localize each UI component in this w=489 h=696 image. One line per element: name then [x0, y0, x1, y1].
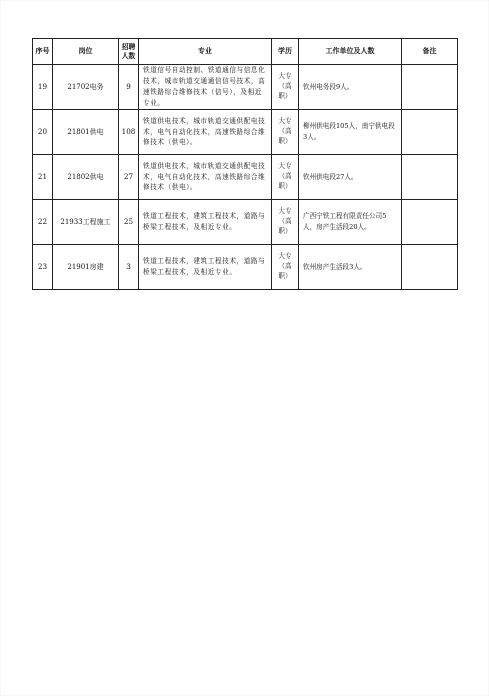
edu-line: （高 — [278, 127, 292, 136]
cell-major: 铁道供电技术，城市轨道交通供配电技术，电气自动化技术，高速铁路综合维修技术（供电）。 — [139, 110, 272, 155]
cell-unit: 钦州电务段9人。 — [299, 65, 402, 110]
edu-line: （高 — [278, 217, 292, 226]
header-unit: 工作单位及人数 — [299, 39, 402, 65]
cell-major: 铁道供电技术，城市轨道交通供配电技术，电气自动化技术，高速铁路综合维修技术（供电）。 — [139, 155, 272, 200]
edu-line: 职） — [278, 136, 292, 145]
header-note: 备注 — [402, 39, 458, 65]
cell-count: 3 — [119, 245, 139, 290]
cell-note — [402, 200, 458, 245]
cell-edu — [272, 200, 299, 245]
edu-line: 职） — [278, 181, 292, 190]
cell-edu — [272, 65, 299, 110]
edu-line: 大专 — [278, 72, 292, 81]
cell-count: 108 — [119, 110, 139, 155]
cell-unit: 钦州房产生活段3人。 — [299, 245, 402, 290]
cell-no: 23 — [33, 245, 53, 290]
edu-line: （高 — [278, 82, 292, 91]
header-no: 序号 — [33, 39, 53, 65]
cell-post: 21933工程施工 — [53, 200, 119, 245]
table-body — [33, 65, 458, 290]
header-edu: 学历 — [272, 39, 299, 65]
cell-post: 21901房建 — [53, 245, 119, 290]
cell-note — [402, 155, 458, 200]
edu-line: （高 — [278, 172, 292, 181]
cell-post: 21802供电 — [53, 155, 119, 200]
cell-count: 9 — [119, 65, 139, 110]
cell-unit: 广西宁铁工程有限责任公司5人，房产生活段20人。 — [299, 200, 402, 245]
table-row — [33, 155, 458, 200]
edu-line: 职） — [278, 271, 292, 280]
edu-line: （高 — [278, 262, 292, 271]
cell-edu — [272, 110, 299, 155]
cell-no: 22 — [33, 200, 53, 245]
header-major: 专业 — [139, 39, 272, 65]
edu-line: 大专 — [278, 117, 292, 126]
recruitment-table — [32, 38, 458, 290]
edu-line: 大专 — [278, 252, 292, 261]
table-row — [33, 110, 458, 155]
edu-line: 职） — [278, 226, 292, 235]
table-row — [33, 200, 458, 245]
cell-edu — [272, 245, 299, 290]
cell-major: 铁道信号自动控制、铁道通信与信息化技术，城市轨道交通通信信号技术，高速铁路综合维修技术（信号），及相近专业。 — [139, 65, 272, 110]
edu-line: 职） — [278, 91, 292, 100]
cell-post: 21801供电 — [53, 110, 119, 155]
cell-unit: 柳州供电段105人，南宁供电段3人。 — [299, 110, 402, 155]
cell-count: 27 — [119, 155, 139, 200]
cell-note — [402, 245, 458, 290]
edu-line: 大专 — [278, 207, 292, 216]
cell-count: 25 — [119, 200, 139, 245]
table-header — [33, 39, 458, 65]
cell-unit: 钦州供电段27人。 — [299, 155, 402, 200]
cell-no: 21 — [33, 155, 53, 200]
cell-edu — [272, 155, 299, 200]
header-count: 招聘人数 — [119, 39, 139, 65]
cell-major: 铁道工程技术，建筑工程技术，道路与桥梁工程技术，及相近专业。 — [139, 200, 272, 245]
edu-line: 大专 — [278, 162, 292, 171]
table-row — [33, 245, 458, 290]
cell-note — [402, 110, 458, 155]
cell-post: 21702电务 — [53, 65, 119, 110]
table-row — [33, 65, 458, 110]
cell-no: 20 — [33, 110, 53, 155]
header-post: 岗位 — [53, 39, 119, 65]
cell-major: 铁道工程技术，建筑工程技术，道路与桥梁工程技术，及相近专业。 — [139, 245, 272, 290]
cell-no: 19 — [33, 65, 53, 110]
cell-note — [402, 65, 458, 110]
header-row — [33, 39, 458, 65]
